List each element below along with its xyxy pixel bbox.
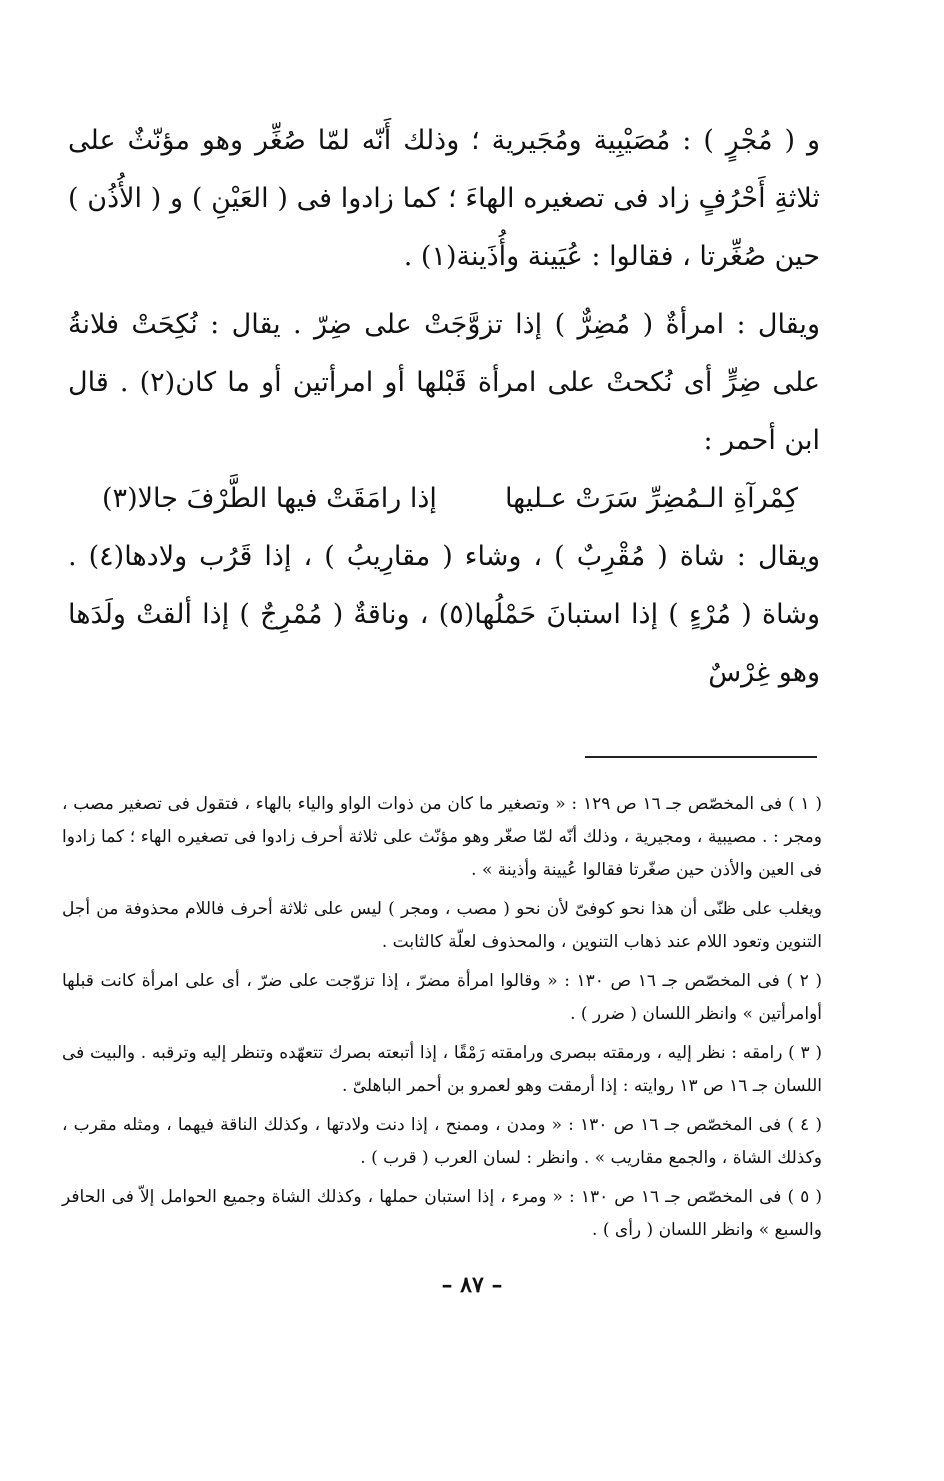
footnote-3: ( ٣ ) رامقه : نظر إليه ، ورمقته ببصرى ورامقته رَمْقًا ، إذا أتبعته بصرك تتعهّده وتنظر إليه وترقبه . والبيت فى اللسان جـ ١٦ ص ١٣ روايته : إذا أرمقت وهو لعمرو بن أحمر الباهلىّ . [62,1043,822,1096]
paragraph: ويقال : شاة ( مُقْرِبٌ ) ، وشاء ( مقارِيبُ ) ، إذا قَرُب ولادها(٤) . وشاة ( مُرْءٍ ) إذا استبانَ حَمْلُها(٥) ، وناقةٌ ( مُمْرِجٌ ) إذا ألقتْ ولَدَها وهو غِرْسٌ [68,541,820,688]
footnote-5: ( ٥ ) فى المخصّص جـ ١٦ ص ١٣٠ : « ومرء ، إذا استبان حملها ، وكذلك الشاة وجميع الحوامل إلاّ فى الحافر والسبع » وانظر اللسان ( رأى ) . [62,1187,822,1240]
footnote-divider [585,756,817,758]
main-text [68,112,820,702]
paragraph: ويقال : امرأةٌ ( مُضِرٌّ ) إذا تزوَّجَتْ على ضِرّ . يقال : نُكِحَتْ فلانةُ على ضِرٍّ أى نُكحتْ على امرأة قَبْلها أو امرأتين أو ما كان(٢) . قال ابن أحمر : [68,309,820,456]
footnote-1-comment: ويغلب على ظنّى أن هذا نحو كوفىّ لأن نحو ( مصب ، ومجر ) ليس على ثلاثة أحرف فاللام محذوفة من أجل التنوين وتعود اللام عند ذهاب التنوين ، والمحذوف لعلّة كالثابت . [62,899,822,952]
page-number: – ٨٧ – [441,1272,503,1298]
verse-second-hemistich: إذا رامَقَتْ فيها الطَّرْفَ جالا(٣) [102,483,437,514]
footnotes [62,788,822,1253]
paragraph: و ( مُجْرٍ ) : مُصَيْبِية ومُجَيرية ؛ وذلك أَنّه لمّا صُغِّر وهو مؤنّثٌ على ثلاثةِ أَحْرُفٍ زاد فى تصغيره الهاءَ ؛ كما زادوا فى ( العَيْنِ ) و ( الأُذُن ) حين صُغِّرتا ، فقالوا : عُيَينة وأُذَينة(١) . [68,125,820,272]
footnote-2: ( ٢ ) فى المخصّص جـ ١٦ ص ١٣٠ : « وقالوا امرأة مضرّ ، إذا تزوّجت على ضرّ ، أى على امرأة كانت قبلها أوامرأتين » وانظر اللسان ( ضرر ) . [62,971,822,1024]
verse-first-hemistich: كِمْرآةِ الـمُضِرِّ سَرَتْ عـليها [504,483,798,514]
footnote-1: ( ١ ) فى المخصّص جـ ١٦ ص ١٢٩ : « وتصغير ما كان من ذوات الواو والياء بالهاء ، فتقول فى تصغير مصب ، ومجر : . مصيبية ، ومجيرية ، وذلك أنّه لمّا صغّر وهو مؤنّث على ثلاثة أحرف زادوا فى تصغيره الهاء ؛ كما زادوا فى العين والأذن حين صغّرتا فقالوا عُيينة وأذينة » . [62,794,822,880]
footnote-4: ( ٤ ) فى المخصّص جـ ١٦ ص ١٣٠ : « ومدن ، وممنح ، إذا دنت ولادتها ، وكذلك الناقة فيهما ، ومثله مقرب ، وكذلك الشاة ، والجمع مقاريب » . وانظر : لسان العرب ( قرب ) . [62,1115,822,1168]
poem-verse [68,470,820,528]
